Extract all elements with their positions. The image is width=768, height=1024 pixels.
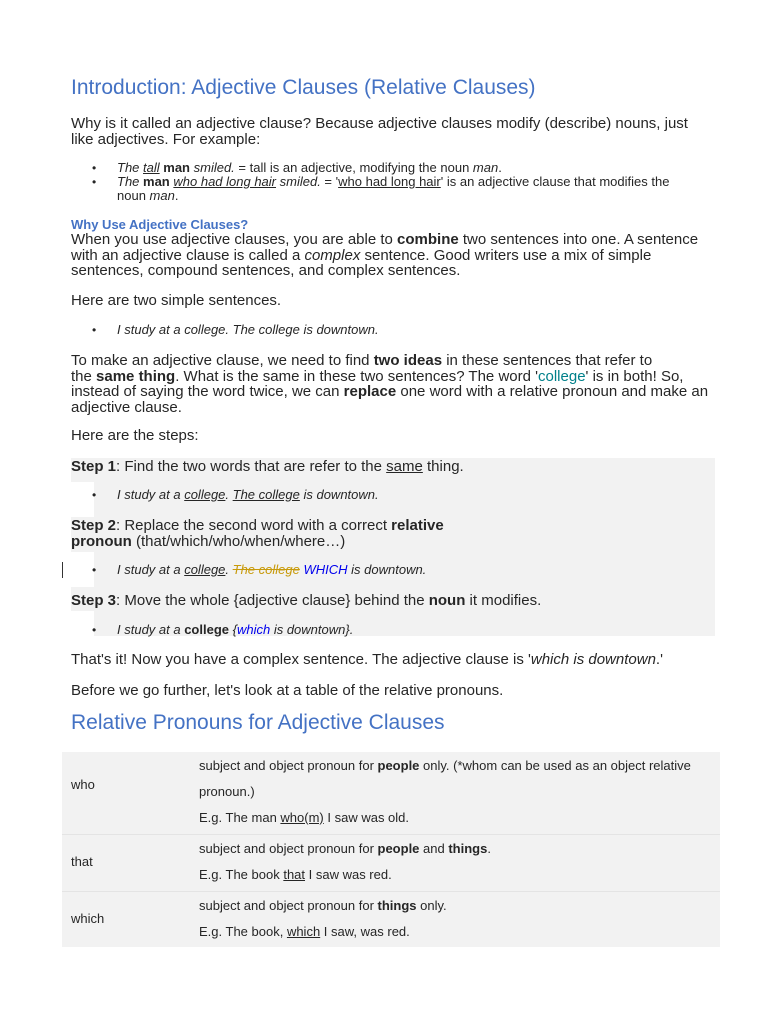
- table-row: [62, 752, 720, 835]
- text: WHICH: [299, 562, 348, 577]
- text: is downtown.: [299, 487, 379, 502]
- text: When you use adjective clauses, you are able to: [71, 231, 398, 248]
- bullet-dot: •: [92, 161, 97, 175]
- step-3: [71, 593, 541, 609]
- text: The college: [232, 487, 300, 502]
- text: same: [386, 458, 423, 475]
- pronoun-cell: that: [71, 854, 93, 869]
- text: subject and object pronoun for: [199, 841, 378, 856]
- text: sentence. Good writers use a mix of simple: [360, 246, 652, 264]
- bullet-dot: •: [92, 488, 97, 502]
- text: one word with a relative pronoun and make an: [396, 383, 709, 400]
- text: that: [283, 867, 306, 882]
- text: tall: [143, 160, 160, 175]
- simple-example: I study at a college. The college is downtown.: [117, 322, 379, 337]
- text: I study at a: [117, 487, 185, 502]
- text: same thing: [96, 367, 176, 385]
- text: The college: [232, 562, 300, 577]
- text: is downtown}.: [270, 622, 354, 637]
- text: E.g. The book: [199, 867, 284, 882]
- text: .: [174, 188, 179, 203]
- text: pronoun: [71, 532, 132, 550]
- text: people: [377, 758, 420, 773]
- text: only. (*whom can be used as an object relative: [419, 758, 691, 773]
- pronoun-cell: which: [71, 911, 105, 926]
- text: The: [117, 160, 144, 175]
- text: To make an adjective clause, we need to find: [71, 352, 374, 369]
- text: That's it! Now you have a complex sentence. The adjective clause is ': [71, 651, 531, 668]
- text: and: [419, 841, 449, 856]
- text: which: [236, 622, 271, 637]
- text: = ': [320, 174, 339, 189]
- text: subject and object pronoun for: [199, 898, 378, 913]
- text: instead of saying the word twice, we can: [71, 383, 344, 400]
- text: who(m): [280, 810, 324, 825]
- page-title: Introduction: Adjective Clauses (Relative Clauses): [71, 76, 536, 99]
- text: relative: [391, 517, 444, 534]
- text: I study at a: [117, 562, 185, 577]
- text: The: [117, 174, 144, 189]
- two-simple-text: Here are two simple sentences.: [71, 292, 282, 309]
- text: college: [184, 562, 226, 577]
- text: combine: [397, 231, 459, 248]
- text: (that/which/who/when/where…): [131, 532, 346, 550]
- table-row: [62, 835, 720, 892]
- description-cell: [199, 836, 714, 888]
- text: in these sentences that refer to: [442, 352, 653, 369]
- text: man: [143, 174, 170, 189]
- text: pronoun.): [199, 784, 255, 799]
- example-bullet-2: [117, 175, 717, 203]
- bullet-dot: •: [92, 175, 97, 189]
- text: things: [377, 898, 417, 913]
- step-1: [71, 459, 464, 475]
- text: two sentences into one. A sentence: [458, 231, 699, 248]
- bullet-dot: •: [92, 323, 97, 337]
- text: noun: [117, 188, 150, 203]
- text: college: [184, 487, 226, 502]
- intro-paragraph: [71, 116, 688, 147]
- text: man: [149, 188, 175, 203]
- text: .: [225, 562, 233, 577]
- text: thing.: [422, 458, 464, 475]
- text: . What is the same in these two sentences? The word ': [175, 367, 538, 385]
- intro-line: Why is it called an adjective clause? Because adjective clauses modify (describe) nouns, just: [71, 115, 688, 132]
- step-1-example: [117, 488, 379, 502]
- text: .: [487, 841, 491, 856]
- text: replace: [343, 383, 397, 400]
- text: smiled.: [190, 160, 235, 175]
- table-row: [62, 892, 720, 947]
- text: the: [71, 367, 97, 385]
- text: who had long hair: [338, 174, 441, 189]
- text: two ideas: [373, 352, 443, 369]
- text: smiled.: [276, 174, 321, 189]
- text: with an adjective clause is called a: [71, 246, 305, 264]
- step-2-example: [117, 563, 426, 577]
- section-subheading: Why Use Adjective Clauses?: [71, 217, 249, 232]
- text: college: [538, 367, 586, 385]
- text: man: [163, 160, 190, 175]
- text: who had long hair: [173, 174, 277, 189]
- text: sentences, compound sentences, and complex sentences.: [71, 262, 461, 279]
- text: noun: [428, 592, 466, 609]
- text: Step 3: [71, 592, 117, 609]
- text: E.g. The man: [199, 810, 281, 825]
- table-title: Relative Pronouns for Adjective Clauses: [71, 711, 445, 734]
- text: man: [472, 160, 499, 175]
- steps-intro: Here are the steps:: [71, 427, 199, 444]
- description-cell: [199, 893, 714, 945]
- text: is downtown.: [347, 562, 427, 577]
- text: ' is in both! So,: [585, 367, 684, 385]
- text: ' is an adjective clause that modifies the: [440, 174, 670, 189]
- thats-it-paragraph: [71, 652, 663, 668]
- text: .: [498, 160, 502, 175]
- text: I study at a: [117, 622, 185, 637]
- intro-line: like adjectives. For example:: [71, 130, 261, 148]
- text: Step 1: [71, 458, 117, 475]
- text: which: [286, 924, 321, 939]
- why-paragraph: [71, 232, 698, 279]
- text: E.g. The book,: [199, 924, 287, 939]
- text: complex: [304, 246, 361, 264]
- text: Step 2: [71, 517, 117, 534]
- text: college: [184, 622, 229, 637]
- before-table-text: Before we go further, let's look at a table of the relative pronouns.: [71, 682, 504, 699]
- text: = tall is an adjective, modifying the noun: [234, 160, 473, 175]
- bullet-dot: •: [92, 563, 97, 577]
- text: it modifies.: [465, 592, 542, 609]
- text: I saw was old.: [323, 810, 410, 825]
- description-cell: [199, 753, 714, 831]
- text: things: [448, 841, 488, 856]
- step-3-example: [117, 623, 353, 637]
- text: which is downtown: [530, 651, 656, 668]
- text: people: [377, 841, 420, 856]
- text: : Find the two words that are refer to the: [116, 458, 387, 475]
- text: .: [225, 487, 233, 502]
- text-cursor: [62, 562, 63, 578]
- text: I saw, was red.: [320, 924, 410, 939]
- text: subject and object pronoun for: [199, 758, 378, 773]
- text: I saw was red.: [305, 867, 392, 882]
- text: : Move the whole {adjective clause} behind the: [116, 592, 429, 609]
- text: : Replace the second word with a correct: [116, 517, 392, 534]
- text: adjective clause.: [71, 398, 182, 416]
- make-paragraph: [71, 353, 708, 415]
- example-bullet-1: [117, 161, 502, 175]
- pronoun-cell: who: [71, 777, 95, 792]
- step-2: [71, 518, 444, 549]
- text: {: [229, 622, 237, 637]
- text: only.: [416, 898, 447, 913]
- bullet-dot: •: [92, 623, 97, 637]
- text: .': [655, 651, 663, 668]
